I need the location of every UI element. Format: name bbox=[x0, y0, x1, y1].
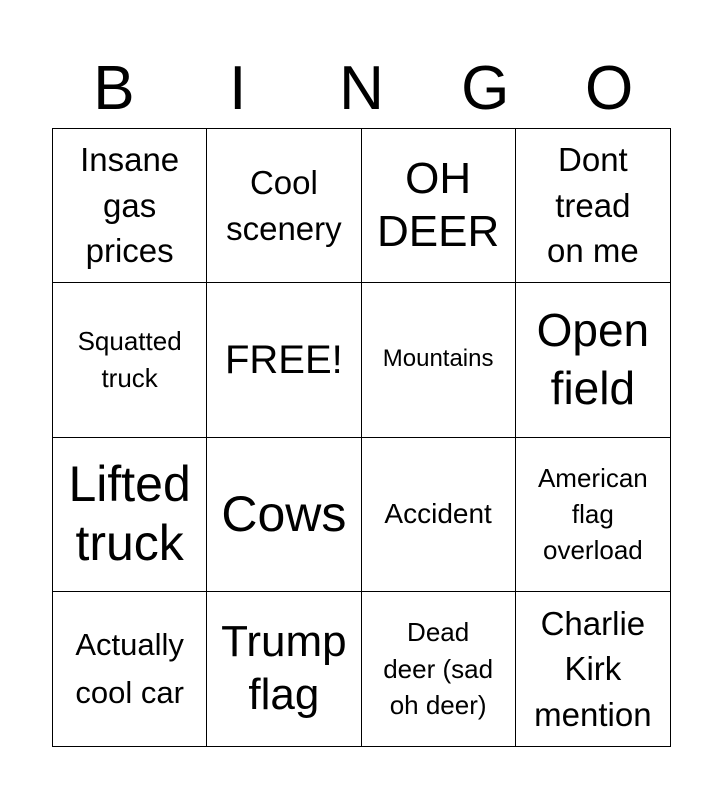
cell-label: Cool scenery bbox=[226, 164, 342, 247]
bingo-cell[interactable] bbox=[53, 438, 207, 592]
cell-label: Actually cool car bbox=[75, 626, 184, 710]
bingo-cell[interactable] bbox=[53, 129, 207, 283]
bingo-cell[interactable] bbox=[362, 592, 516, 746]
bingo-header bbox=[52, 50, 671, 128]
bingo-cell free-space[interactable] bbox=[207, 283, 361, 437]
header-letter-g: G bbox=[461, 54, 510, 123]
cell-label: Insane gas prices bbox=[80, 141, 180, 270]
header-letter-b: B bbox=[93, 54, 135, 123]
bingo-cell[interactable] bbox=[53, 283, 207, 437]
bingo-cell[interactable] bbox=[207, 438, 361, 592]
header-letter-n: N bbox=[339, 54, 384, 123]
cell-label: FREE! bbox=[224, 337, 343, 382]
bingo-cell[interactable] bbox=[516, 438, 670, 592]
header-letter-i: I bbox=[229, 54, 247, 123]
cell-label: Dont tread on me bbox=[547, 141, 639, 270]
bingo-cell[interactable] bbox=[362, 129, 516, 283]
cell-label: Cows bbox=[221, 485, 347, 542]
cell-label: OH DEER bbox=[377, 153, 500, 256]
cell-label: Accident bbox=[384, 497, 492, 529]
cell-label: Squatted truck bbox=[77, 326, 182, 393]
header-letter-o: O bbox=[584, 54, 634, 123]
bingo-cell[interactable] bbox=[362, 438, 516, 592]
cell-label: American flag overload bbox=[537, 462, 648, 566]
cell-label: Mountains bbox=[382, 345, 494, 373]
bingo-cell[interactable] bbox=[207, 592, 361, 746]
cell-label: Open field bbox=[536, 304, 650, 414]
bingo-cell[interactable] bbox=[516, 283, 670, 437]
bingo-cell[interactable] bbox=[516, 129, 670, 283]
bingo-cell[interactable] bbox=[53, 592, 207, 746]
bingo-cell[interactable] bbox=[516, 592, 670, 746]
bingo-cell[interactable] bbox=[207, 129, 361, 283]
cell-label: Lifted truck bbox=[68, 456, 191, 572]
bingo-board bbox=[52, 128, 671, 747]
cell-label: Charlie Kirk mention bbox=[534, 604, 652, 733]
cell-label: Dead deer (sad oh deer) bbox=[383, 617, 494, 721]
cell-label: Trump flag bbox=[221, 617, 347, 719]
bingo-cell[interactable] bbox=[362, 283, 516, 437]
